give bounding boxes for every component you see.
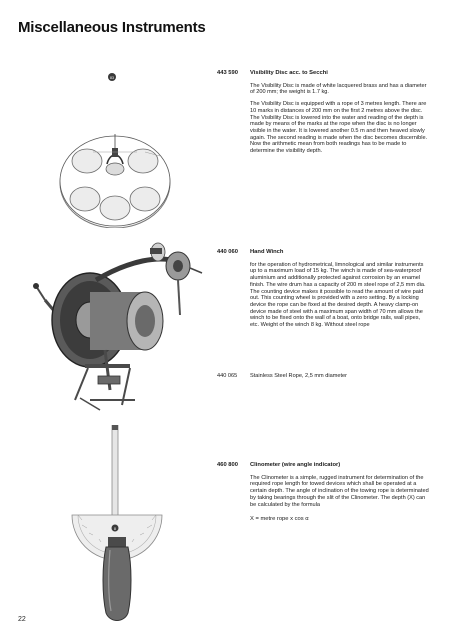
accessory-code: 440 065 [217, 373, 238, 379]
product-code: 460 800 [217, 462, 238, 468]
accessory-steel-rope [217, 373, 347, 379]
disc-badge-label: 83 [110, 76, 114, 80]
product-name: Clinometer (wire angle indicator) [250, 462, 341, 468]
page-title: Miscellaneous Instruments [18, 19, 206, 36]
product-name: Visibility Disc acc. to Secchi [250, 70, 328, 76]
page-number: 22 [18, 616, 26, 623]
accessory-name: Stainless Steel Rope, 2,5 mm diameter [250, 373, 348, 379]
clinometer-illustration [70, 425, 180, 625]
product-description: for the operation of hydrometrical, limnological and similar instruments up to a maximum load of 15 kg. The winch is made of sea-waterproof aluminium and additionally protected against corrosion by an enamel finish. The wire drum has a capacity of 200 m steel rope of 2,5 mm dia. The counting device makes it possible to read the amount of wire paid out. This counting wheel is provided with a zero setting. By a locking device the rope can be fixed at the desired depth. A heavy clamp-on device made of steel with a maximum span width of 70 mm allows the winch to be fixed onto the wall of a boat, onto bridge rails, wall pipes, etc. Weight of the winch 8 kg. Without steel rope [250, 261, 426, 329]
product-code: 443 590 [217, 70, 238, 76]
depth-formula: X = metre rope x cos α [250, 516, 309, 523]
product-description: The Clinometer is a simple, rugged instrument for determination of the required rope length for towed devices which shall be operated at a certain depth. The angle of inclination of the towing rope is determinated by taking bearings through the slit of the Clinometer. The depth (X) can be calculated by the formula [250, 474, 429, 508]
hand-winch-illustration [30, 240, 210, 415]
product-description: The Visibility Disc is made of white lacquered brass and has a diameter of 200 mm; the weight is 1.7 kg. [250, 82, 427, 96]
product-description: The Visibility Disc is equipped with a rope of 3 metres length. There are 10 marks in distances of 200 mm on the first 2 metres above the disc. The Visibility Disc is lowered into the water and reading of the depth is made by means of the marks at the rope when the disc is no longer visible in the water. It is lowered another 0.5 m and then heaved slowly again. The second reading is made when the disc becomes discernible. Now the arithmetic mean from both readings has to be made to determine the visibility depth. [250, 101, 428, 155]
visibility-disc-illustration [55, 68, 177, 228]
product-name: Hand Winch [250, 249, 284, 255]
clinometer-badge-label: 8 [114, 527, 116, 531]
product-code: 440 060 [217, 249, 238, 255]
product-visibility-disc [217, 70, 437, 160]
product-clinometer [217, 462, 437, 523]
product-hand-winch [217, 249, 437, 334]
